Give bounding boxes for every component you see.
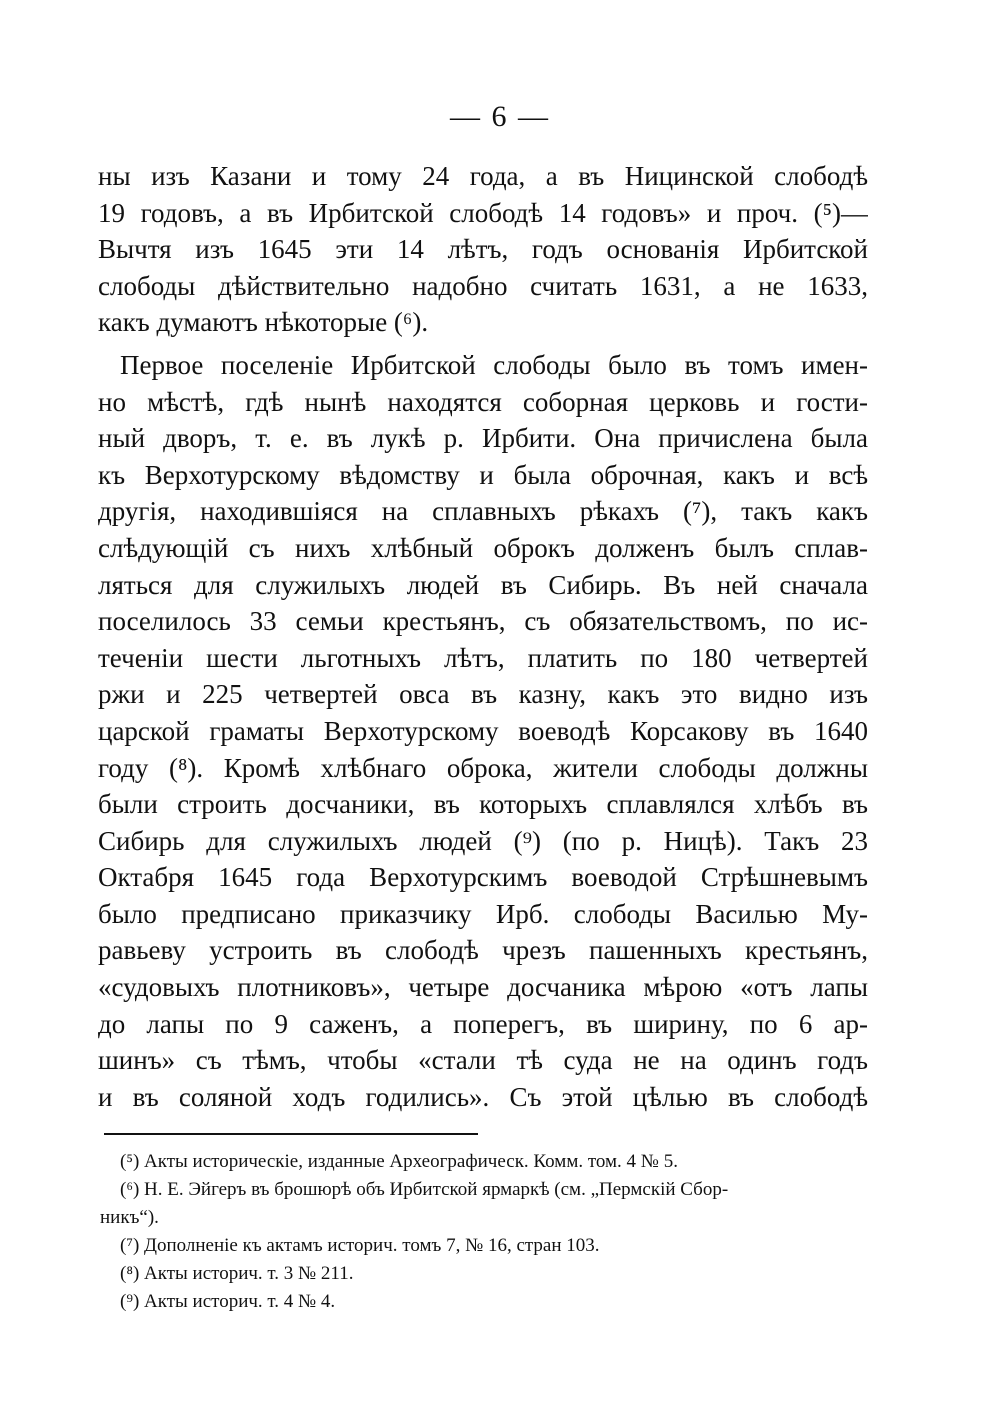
- text-line: ный дворъ, т. е. въ лукѣ р. Ирбити. Она причислена была: [98, 423, 868, 454]
- text-line: «судовыхъ плотниковъ», четыре досчаника мѣрою «отъ лапы: [98, 972, 868, 1003]
- text-line: до лапы по 9 саженъ, а поперегъ, въ ширину, по 6 ар-: [98, 1008, 868, 1039]
- text-line: къ Верхотурскому вѣдомству и была оброчная, какъ и всѣ: [98, 459, 868, 490]
- footnote-divider: [104, 1133, 478, 1135]
- text-line: Первое поселеніе Ирбитской слободы было въ томъ имен-: [120, 349, 868, 380]
- text-line: теченіи шести льготныхъ лѣтъ, платить по 180 четвертей: [98, 642, 868, 673]
- text-line: равьеву устроить въ слободѣ чрезъ пашенныхъ крестьянъ,: [98, 935, 868, 966]
- footnotes: [100, 1148, 870, 1316]
- text-line: шинъ» съ тѣмъ, чтобы «стали тѣ суда не на одинъ годъ: [98, 1045, 868, 1076]
- footnote: (⁶) Н. Е. Эйгеръ въ брошюрѣ объ Ирбитской ярмаркѣ (см. „Пермскій Сбор-: [120, 1179, 729, 1200]
- text-line: другія, находившіяся на сплавныхъ рѣкахъ (⁷), такъ какъ: [98, 496, 868, 527]
- text-line: году (⁸). Кромѣ хлѣбнаго оброка, жители слободы должны: [98, 752, 868, 783]
- text-line: какъ думаютъ нѣкоторые (⁶).: [98, 307, 429, 338]
- body-text: [98, 158, 868, 1115]
- page-number: — 6 —: [450, 100, 550, 133]
- text-line: слѣдующій съ нихъ хлѣбный оброкъ долженъ былъ сплав-: [98, 532, 868, 563]
- text-line: Вычтя изъ 1645 эти 14 лѣтъ, годъ основанія Ирбитской: [98, 234, 868, 265]
- text-line: было предписано приказчику Ирб. слободы Василью Му-: [98, 898, 868, 929]
- text-line: ржи и 225 четвертей овса въ казну, какъ это видно изъ: [98, 679, 868, 710]
- footnote: (⁷) Дополненіе къ актамъ историч. томъ 7, № 16, стран 103.: [120, 1235, 600, 1256]
- text-line: и въ соляной ходъ годились». Съ этой цѣлью въ слободѣ: [98, 1081, 868, 1112]
- footnote: (⁹) Акты историч. т. 4 № 4.: [120, 1291, 336, 1312]
- text-line: но мѣстѣ, гдѣ нынѣ находятся соборная церковь и гости-: [98, 386, 868, 417]
- text-line: ны изъ Казани и тому 24 года, а въ Ницинской слободѣ: [98, 161, 868, 191]
- text-line: слободы дѣйствительно надобно считать 1631, а не 1633,: [98, 270, 868, 301]
- text-line: ляться для служилыхъ людей въ Сибирь. Въ ней сначала: [98, 569, 868, 600]
- text-line: царской граматы Верхотурскому воеводѣ Корсакову въ 1640: [98, 715, 868, 746]
- footnote: (⁸) Акты историч. т. 3 № 211.: [120, 1263, 354, 1284]
- text-line: поселилось 33 семьи крестьянъ, съ обязательствомъ, по ис-: [98, 606, 868, 637]
- text-line: Октабря 1645 года Верхотурскимъ воеводой Стрѣшневымъ: [98, 862, 868, 893]
- text-line: 19 годовъ, а въ Ирбитской слободѣ 14 годовъ» и проч. (⁵)—: [98, 197, 868, 228]
- text-line: были строить досчаники, въ которыхъ сплавлялся хлѣбъ въ: [98, 789, 868, 820]
- text-line: Сибирь для служилыхъ людей (⁹) (по р. Ницѣ). Такъ 23: [98, 825, 868, 856]
- footnote-continuation: никъ“).: [100, 1207, 159, 1228]
- footnote: (⁵) Акты историческіе, изданные Археографическ. Комм. том. 4 № 5.: [120, 1151, 678, 1172]
